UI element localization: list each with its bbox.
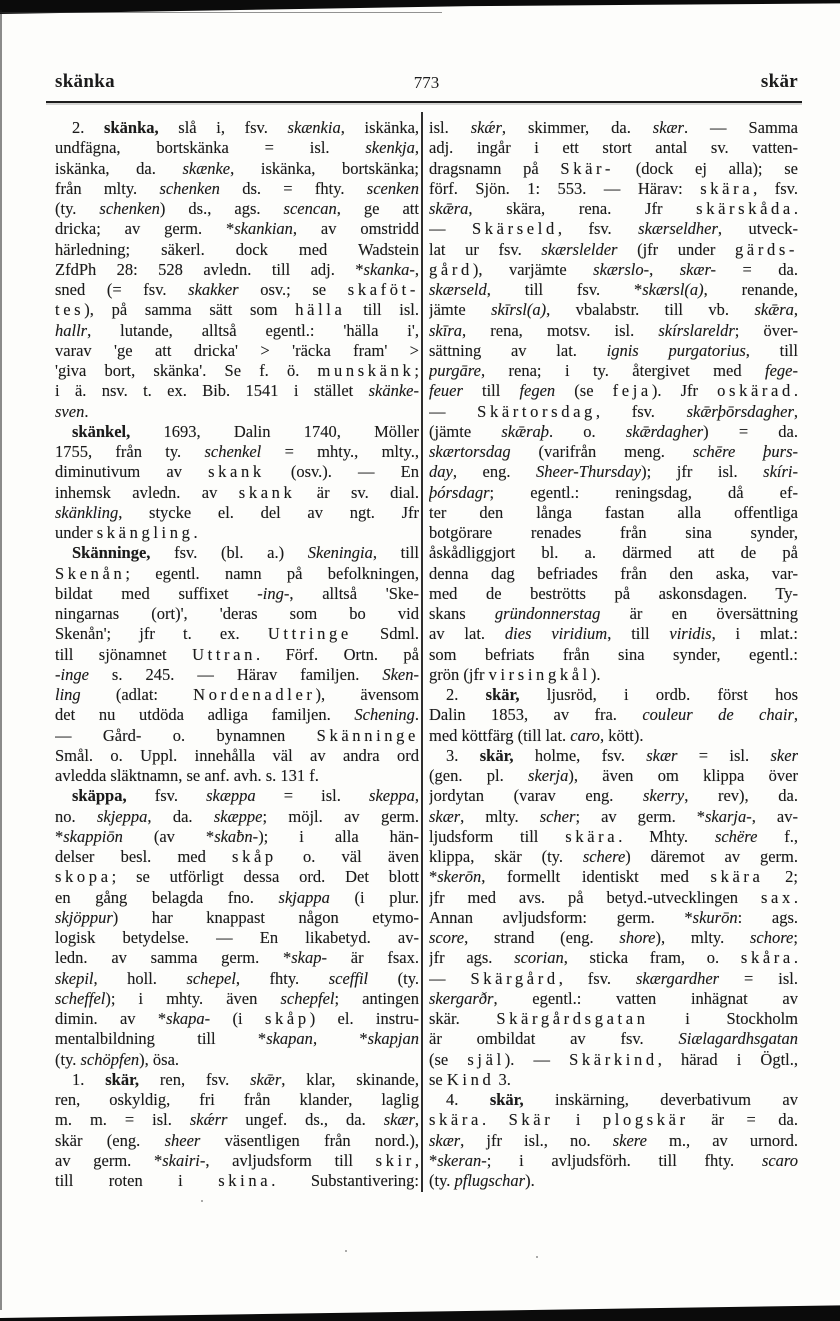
text-line: ren, oskyldig, fri från klander, laglig — [55, 1090, 419, 1109]
text-line: skær, jfr isl., no. skere m., av urnord. — [429, 1130, 798, 1150]
text-line: iskänka, da. skænke, iskänka, bortskänka; — [55, 158, 419, 178]
text-line: ZfdPh 28: 528 avledn. till adj. *skanka-, — [55, 259, 419, 279]
text-line: till roten i skina. Substantivering: — [55, 1171, 419, 1190]
text-line: skepil, holl. schepel, fhty. sceffil (ty. — [55, 968, 419, 988]
header-keyword-left: skänka — [55, 71, 115, 92]
text-line: skergarðr, egentl.: vatten inhägnat av — [429, 988, 798, 1008]
header-keyword-right: skär — [760, 71, 798, 92]
text-line: hallr, lutande, alltså egentl.: 'hälla i', — [55, 320, 419, 340]
text-line: Dalin 1853, av fra. couleur de chair, — [429, 705, 798, 725]
text-line: botgörare renades från sina synder, — [429, 523, 798, 542]
text-line: med köttfärg (till lat. caro, kött). — [429, 725, 644, 745]
text-line: skäppa, fsv. skæppa = isl. skeppa, — [72, 786, 419, 806]
text-line: avledda släktnamn, se anf. avh. s. 131 f. — [55, 766, 319, 785]
text-line: 2. skär, ljusröd, i ordb. först hos — [446, 685, 798, 704]
text-line: Annan avljudsform: germ. *skurōn: ags. — [429, 907, 798, 927]
text-line: i ä. nsv. t. ex. Bib. 1541 i stället skänke- — [55, 381, 419, 401]
text-line: skærseld, till fsv. *skærsl(a), renande, — [429, 280, 798, 299]
text-line: skära. Skär i plogskär är = da. — [429, 1110, 798, 1130]
text-line: jfr ags. scorian, sticka fram, o. skåra. — [429, 948, 798, 968]
text-line: Skenån'; jfr t. ex. Uttringe Sdml. — [55, 624, 419, 644]
text-line: av lat. dies viridium, till viridis, i mlat.: — [429, 624, 798, 644]
running-header — [55, 71, 798, 99]
text-line: 2. skänka, slå i, fsv. skænkia, iskänka, — [72, 118, 419, 137]
text-line: -inge s. 245. — Härav familjen. Sken- — [55, 664, 419, 684]
text-line: (gen. pl. skerja), även om klippa över — [429, 766, 798, 785]
text-line: se Kind 3. — [429, 1069, 511, 1089]
text-line: klippa, skär (ty. schere) däremot av germ. — [429, 847, 798, 866]
text-line: no. skjeppa, da. skæppe; möjl. av germ. — [55, 806, 419, 826]
text-line: skänkling, stycke el. del av ngt. Jfr — [55, 502, 419, 522]
text-line: (ty. pflugschar). — [429, 1171, 535, 1190]
text-line: tes), på samma sätt som hälla till isl. — [55, 300, 419, 320]
text-line: m. m. = isl. skǽrr ungef. ds., da. skær, — [55, 1110, 419, 1130]
text-line: från mlty. schenken ds. = fhty. scenken — [55, 178, 419, 198]
text-line: jfr med avs. på betyd.-utvecklingen sax. — [429, 887, 798, 907]
text-line: sven. — [55, 401, 89, 421]
text-line: bildat med suffixet -ing-, alltså 'Ske- — [55, 583, 419, 603]
text-line: ningarnas (ort)', 'deras som bo vid — [55, 604, 419, 623]
text-line: *skerōn, formellt identiskt med skära 2; — [429, 867, 798, 887]
text-line: þórsdagr; egentl.: reningsdag, då ef- — [429, 482, 798, 502]
text-line: (ty. schenken) ds., ags. scencan, ge att — [55, 199, 419, 218]
text-line: isl. skǽr, skimmer, da. skær. — Samma — [429, 118, 798, 137]
text-line: day, eng. Sheer-Thursday); jfr isl. skíri- — [429, 462, 798, 482]
text-line: *skeran-; i avljudsförh. till fhty. scaro — [429, 1150, 798, 1170]
text-line: Smål. o. Uppl. innehålla väl av andra ord — [55, 745, 419, 765]
text-line: undfägna, bortskänka = isl. skenkja, — [55, 138, 419, 158]
text-line: skär. Skärgårdsgatan i Stockholm — [429, 1009, 798, 1028]
text-line: jämte skīrsl(a), vbalabstr. till vb. skǣra, — [429, 300, 798, 320]
text-line: med de beströtts på askonsdagen. Ty- — [429, 583, 798, 603]
text-line: score, strand (eng. shore), mlty. schore; — [429, 928, 798, 947]
text-line: 'giva bort, skänka'. Se f. ö. munskänk; — [55, 361, 419, 380]
text-line: — Skärgård, fsv. skærgardher = isl. — [429, 968, 798, 988]
text-line: skjöppur) har knappast någon etymo- — [55, 907, 419, 927]
text-line: delser besl. med skåp o. väl även — [55, 847, 419, 866]
text-line: skopa; se utförligt dessa ord. Det blott — [55, 867, 419, 887]
scan-speckle — [536, 1256, 538, 1258]
scan-speckle — [345, 1250, 347, 1252]
text-line: skär (eng. sheer väsentligen från nord.), — [55, 1130, 419, 1150]
column-left — [55, 118, 419, 1191]
text-line: skänkel, 1693, Dalin 1740, Möller — [72, 421, 419, 441]
text-line: ljudsform till skära. Mhty. schëre f., — [429, 826, 798, 846]
text-line: dragsnamn på Skär- (dock ej alla); se — [429, 158, 798, 178]
text-line: gård), varjämte skærslo-, skær- = da. — [429, 259, 798, 279]
text-line: det nu utdöda adliga familjen. Schening. — [55, 705, 419, 725]
text-line: inhemsk avledn. av skank är sv. dial. — [55, 482, 419, 502]
scan-speckle — [201, 1200, 203, 1202]
text-line: skǣra, skära, rena. Jfr skärskåda. — [429, 199, 798, 218]
scan-edge-bottom — [0, 1304, 840, 1321]
text-line: är ombildat av fsv. Siælagardhsgatan — [429, 1029, 798, 1049]
text-line: scheffel); i mhty. även schepfel; antingen — [55, 988, 419, 1008]
text-line: 1. skär, ren, fsv. skǣr, klar, skinande, — [72, 1069, 419, 1089]
text-line: sättning av lat. ignis purgatorius, till — [429, 340, 798, 360]
header-rule — [46, 101, 802, 103]
page-number: 773 — [413, 73, 440, 92]
text-line: purgāre, rena; i ty. återgivet med fege- — [429, 361, 798, 380]
text-line: grön (jfr virsingkål). — [429, 664, 601, 684]
scan-edge-top-line — [0, 12, 442, 13]
text-line: denna dag befriades från den aska, var- — [429, 563, 798, 583]
text-line: som befriats från sina synder, egentl.: — [429, 644, 798, 664]
text-line: en gång belagda fno. skjappa (i plur. — [55, 887, 419, 907]
text-line: — Skärseld, fsv. skærseldher, utveck- — [429, 219, 798, 239]
text-line: Skenån; egentl. namn på befolkningen, — [55, 563, 419, 583]
text-line: adj. ingår i ett stort antal sv. vatten- — [429, 138, 798, 158]
text-line: varav 'ge att dricka' > 'räcka fram' > — [55, 340, 419, 360]
text-line: lat ur fsv. skærslelder (jfr under gärds- — [429, 239, 798, 259]
text-line: förf. Sjön. 1: 553. — Härav: skära, fsv. — [429, 178, 798, 198]
text-line: ling (adlat: Nordenadler), ävensom — [55, 685, 419, 704]
text-line: dimin. av *skapa- (i skåp) el. instru- — [55, 1009, 419, 1028]
text-line: — Gård- o. bynamnen Skänninge — [55, 725, 419, 745]
text-line: (jämte skǣraþ. o. skǣrdagher) = da. — [429, 421, 798, 441]
text-line: diminutivum av skank (osv.). — En — [55, 462, 419, 482]
scan-edge-left — [0, 10, 2, 1310]
text-line: Skänninge, fsv. (bl. a.) Skeningia, till — [72, 543, 419, 563]
text-line: 3. skär, holme, fsv. skær = isl. sker — [446, 745, 798, 765]
text-line: skīra, rena, motsv. isl. skírslareldr; över- — [429, 320, 798, 340]
column-divider-rule — [421, 112, 423, 1192]
text-line: (ty. schöpfen), ösa. — [55, 1049, 180, 1069]
text-line: dricka; av germ. *skankian, av omstridd — [55, 219, 419, 239]
text-line: skans gründonnerstag är en översättning — [429, 604, 798, 623]
text-line: till sjönamnet Uttran. Förf. Ortn. på — [55, 644, 419, 664]
text-line: jordytan (varav eng. skerry, rev), da. — [429, 786, 798, 806]
text-line: mentalbildning till *skapan, *skapjan — [55, 1029, 419, 1049]
text-line: ter den långa fastan alla offentliga — [429, 502, 798, 522]
text-line: skær, mlty. scher; av germ. *skarja-, av- — [429, 806, 798, 826]
text-line: 1755, från ty. schenkel = mhty., mlty., — [55, 442, 419, 461]
text-line: sned (= fsv. skakker osv.; se skaföt- — [55, 280, 419, 299]
text-line: 4. skär, inskärning, deverbativum av — [446, 1090, 798, 1109]
text-line: åskådliggjort bl. a. därmed att de på — [429, 543, 798, 563]
text-line: — Skärtorsdag, fsv. skǣrþōrsdagher, — [429, 401, 798, 421]
text-line: av germ. *skairi-, avljudsform till skir, — [55, 1150, 419, 1170]
text-line: skærtorsdag (varifrån meng. schēre þurs- — [429, 442, 798, 461]
text-line: logisk betydelse. — En likabetyd. av- — [55, 928, 419, 947]
text-line: feuer till fegen (se feja). Jfr oskärad. — [429, 381, 798, 401]
text-line: (se själ). — Skärkind, härad i Ögtl., — [429, 1049, 798, 1069]
text-line: *skappiōn (av *skaƀn-); i alla hän- — [55, 826, 419, 846]
text-line: ledn. av samma germ. *skap- är fsax. — [55, 948, 419, 968]
text-line: under skängling. — [55, 523, 198, 542]
text-line: härledning; säkerl. dock med Wadstein — [55, 239, 419, 259]
column-right — [429, 118, 798, 1191]
